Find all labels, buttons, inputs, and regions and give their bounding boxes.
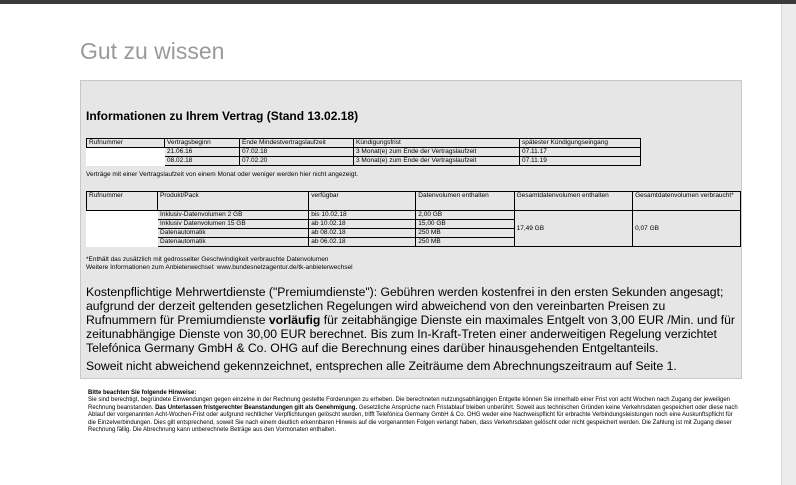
table-cell: Inklusiv Datenvolumen 15 GB [158,220,309,229]
col-header: Datenvolumen enthalten [416,192,514,211]
table-row [87,157,641,166]
table-cell: 15,00 GB [416,220,514,229]
col-header: Rufnummer [87,139,165,148]
table-cell: ab 08.02.18 [309,229,416,238]
table-cell: 08.02.18 [165,157,240,166]
billing-period-note: Soweit nicht abweichend gekennzeichnet, entsprechen alle Zeiträume dem Abrechnungszeitraum auf Seite 1. [86,359,677,373]
data-table-header [87,192,741,211]
table-cell: 07.11.19 [520,157,641,166]
table-row [87,211,741,220]
total-used-cell: 0,07 GB [633,211,741,247]
table-cell: 3 Monat(e) zum Ende der Vertragslaufzeit [354,157,520,166]
page-heading: Gut zu wissen [80,38,225,64]
col-header-text: Gesamtdatenvolumen enthalten [516,192,609,199]
col-header: verfügbar [309,192,416,211]
redacted-phone-number [87,211,158,247]
table-cell: 21.06.16 [165,148,240,157]
col-header: Kündigungsfrist [354,139,520,148]
premium-text-part: für zeitabhängige Dienste ein maximales Entgelt von 3,00 EUR /Min. und für zeitunabhängige Dienste von 30,00 EUR berechnet. Bis zum In-Kraft-Treten einer anderweitigen Regelung verzichtet Telefónica Germany GmbH & Co. OHG auf die Berechnung eines darüber hinausgehenden Entgeltanteils. [86,313,735,355]
col-header: Vertragsbeginn [165,139,240,148]
table-cell: bis 10.02.18 [309,211,416,220]
data-volume-table [86,191,741,247]
hints-text-part: Sie sind berechtigt, begründete Einwendungen gegen einzelne in der Rechnung gestellte Forderungen zu erheben. Die berechneten nutzungsabhängigen Entgelte können Sie innerhalb einer Frist von acht Wochen nach Zugang der jeweiligen Rechnung beanstanden. [88,397,730,411]
table-cell: 07.02.18 [240,148,354,157]
col-header: Ende Mindestvertragslaufzeit [240,139,354,148]
col-header [633,192,741,211]
table-cell: 07.11.17 [520,148,641,157]
total-included-cell: 17,49 GB [514,211,633,247]
data-footnote: *Enthält das zusätzlich mit gedrosselter Geschwindigkeit verbrauchte Datenvolumen [86,256,329,263]
col-header: spätester Kündigungseingang [520,139,641,148]
table-cell: 2,00 GB [416,211,514,220]
scrollbar-track[interactable] [781,4,796,485]
contract-info-title: Informationen zu Ihrem Vertrag (Stand 13.02.18) [86,109,359,123]
table-cell: Datenautomatik [158,229,309,238]
table-cell: Datenautomatik [158,238,309,247]
table-cell: 250 MB [416,238,514,247]
table-cell: ab 10.02.18 [309,220,416,229]
hints-body [88,397,738,435]
hints-text-part: Gesetzliche Ansprüche nach Fristablauf bleiben unberührt. Soweit aus technischen Gründen keine Verkehrsdaten gespeichert oder diese nach Ablauf der vorgenannten Acht-Wochen-Frist oder aufgrund rechtlicher Verpflichtungen gelöscht wurden, trifft Telefónica Germany GmbH & Co. OHG weder eine Nachweispflicht für erbrachte Verbindungsleistungen noch eine Auskunftspflicht für die Einzelverbindungen. Dies gilt entsprechend, soweit Sie nach einem deutlich erkennbaren Hinweis auf die vorgenannten Folgen verlangt haben, dass Verkehrsdaten gelöscht oder nicht gespeichert werden. Die Zahlung ist mit Zugang dieser Rechnung fällig. Die Abrechnung kann unberechnete Beträge aus den Vormonaten enthalten. [88,404,738,433]
col-header: Produkt/Pack [158,192,309,211]
table-cell: 3 Monat(e) zum Ende der Vertragslaufzeit [354,148,520,157]
hints-title: Bitte beachten Sie folgende Hinweise: [88,390,197,396]
contract-info-card [80,80,742,379]
redacted-phone-number [87,148,165,166]
contract-table-header [87,139,641,148]
table-cell: Inklusiv-Datenvolumen 2 GB [158,211,309,220]
premium-services-paragraph [86,285,736,355]
col-header-text: Gesamtdatenvolumen verbraucht* [635,192,734,199]
col-header: Rufnummer [87,192,158,211]
premium-text-bold: vorläufig [268,313,321,327]
col-header [514,192,633,211]
premium-text-part: Kostenpflichtige Mehrwertdienste ("Premiumdienste"): Gebühren werden kostenfrei in den ersten Sekunden angesagt; aufgrund der derzeit geltenden gesetzlichen Regelungen wird abweichend von den vereinbarten Preisen zu Rufnummern für Premiumdienste [86,285,724,327]
contract-note: Verträge mit einer Vertragslaufzeit von einem Monat oder weniger werden hier nicht angezeigt. [86,171,359,178]
hints-text-bold: Das Unterlassen fristgerechter Beanstandungen gilt als Genehmigung. [155,404,358,411]
table-cell: 07.02.20 [240,157,354,166]
table-cell: 250 MB [416,229,514,238]
table-cell: ab 06.02.18 [309,238,416,247]
table-row [87,148,641,157]
provider-change-note: Weitere Informationen zum Anbieterwechsel: www.bundesnetzagentur.de/tk-anbieterwechsel [86,264,353,271]
contract-table [86,138,641,166]
